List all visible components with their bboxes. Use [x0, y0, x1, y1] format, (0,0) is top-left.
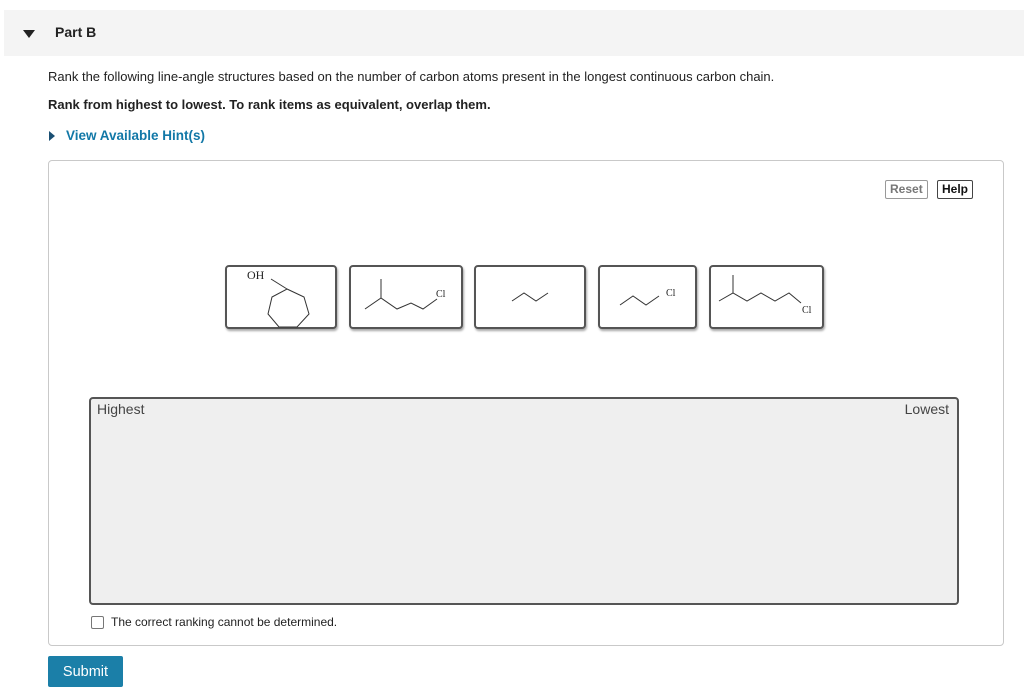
ranking-drop-zone[interactable] [89, 397, 959, 605]
cannot-determine-label: The correct ranking cannot be determined. [111, 615, 338, 629]
view-hints-label: View Available Hint(s) [66, 128, 206, 143]
reset-button[interactable]: Reset [885, 180, 928, 199]
structure-tile-2[interactable] [349, 265, 463, 329]
cannot-determine-row[interactable] [91, 615, 337, 629]
view-hints-toggle[interactable] [48, 128, 205, 143]
structure-tile-cycloheptanol[interactable] [225, 265, 337, 329]
cycloheptanol-structure [227, 267, 339, 331]
caret-right-icon [48, 130, 56, 142]
hydroxyl-label: OH [247, 268, 265, 282]
part-header [4, 10, 1024, 56]
instructions-bold-text: Rank from highest to lowest. To rank items as equivalent, overlap them. [48, 97, 491, 112]
cannot-determine-checkbox[interactable] [91, 616, 104, 629]
chlorine-label: Cl [436, 289, 446, 300]
ranking-panel [48, 160, 1004, 646]
short-chain-structure [476, 267, 588, 331]
collapse-triangle-icon[interactable] [22, 29, 36, 39]
structure-tile-3[interactable] [474, 265, 586, 329]
chlorine-label: Cl [666, 288, 676, 299]
part-title: Part B [55, 24, 97, 40]
structure-tile-4[interactable] [598, 265, 697, 329]
lowest-label: Lowest [904, 401, 949, 417]
highest-label: Highest [97, 401, 145, 417]
chlorine-label: Cl [802, 305, 812, 316]
help-button[interactable]: Help [937, 180, 973, 199]
chloro-long-branched-chain-structure [711, 267, 826, 331]
submit-button[interactable]: Submit [48, 656, 123, 687]
structure-tile-5[interactable] [709, 265, 824, 329]
chloro-branched-chain-structure [351, 267, 465, 331]
instructions-text: Rank the following line-angle structures based on the number of carbon atoms present in the longest continuous carbon chain. [48, 69, 775, 84]
chloro-chain-structure [600, 267, 699, 331]
